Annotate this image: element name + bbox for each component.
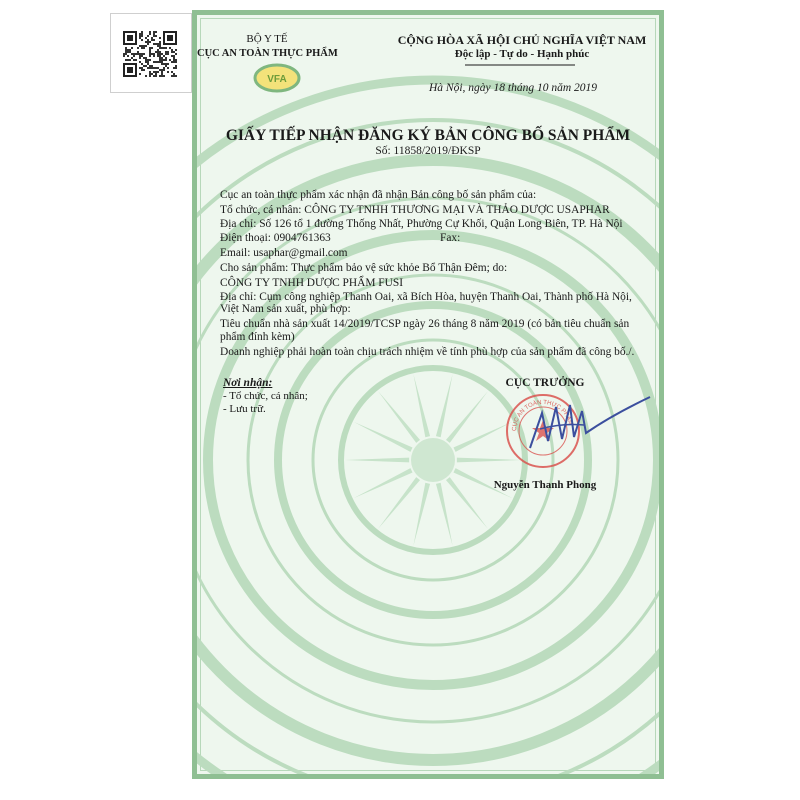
recipient-item: - Lưu trữ. — [223, 403, 266, 415]
director-title: CỤC TRƯỞNG — [505, 377, 585, 389]
standard-line-2: phẩm đính kèm) — [220, 331, 295, 343]
email-line: Email: usaphar@gmail.com — [220, 247, 348, 259]
product-line: Cho sản phẩm: Thực phẩm bảo vệ sức khỏe Bổ Thận Đêm; do: — [220, 262, 508, 274]
drum-star-ray — [345, 458, 409, 463]
fax-line: Fax: — [440, 232, 461, 244]
department-name: CỤC AN TOÀN THỰC PHẨM — [197, 48, 338, 59]
recipients-label: Nơi nhận: — [223, 377, 273, 389]
drum-star-ray — [436, 483, 453, 546]
signer-name: Nguyễn Thanh Phong — [493, 479, 597, 491]
svg-text:VFA: VFA — [267, 74, 287, 85]
drum-star-ray — [413, 374, 430, 437]
svg-text:CỤC AN TOÀN THỰC PHẨM: CỤC AN TOÀN THỰC PHẨM — [511, 399, 574, 432]
drum-star-ray — [446, 391, 488, 443]
vfa-logo-icon — [252, 62, 302, 94]
manufacturer-address-1: Địa chỉ: Cụm công nghiệp Thanh Oai, xã Bích Hòa, huyện Thanh Oai, Thành phố Hà Nội, — [220, 291, 632, 303]
certificate-title: GIẤY TIẾP NHẬN ĐĂNG KÝ BẢN CÔNG BỐ SẢN PHẨM — [225, 127, 631, 144]
organization-address: Địa chỉ: Số 126 tổ 1 đường Thống Nhất, Phường Cự Khối, Quận Long Biên, TP. Hà Nội — [220, 218, 623, 230]
certificate-number: Số: 11858/2019/ĐKSP — [375, 145, 481, 157]
organization-line: Tổ chức, cá nhân: CÔNG TY TNHH THƯƠNG MẠI VÀ THẢO DƯỢC USAPHAR — [220, 204, 610, 216]
motto-underline — [465, 63, 575, 67]
standard-line-1: Tiêu chuẩn nhà sản xuất 14/2019/TCSP ngày 26 tháng 8 năm 2019 (có bản tiêu chuẩn sản — [220, 318, 630, 330]
manufacturer-name: CÔNG TY TNHH DƯỢC PHẨM FUSI — [220, 277, 403, 289]
drum-star-ray — [354, 468, 413, 498]
qr-code-icon — [123, 31, 177, 77]
drum-star-ray — [413, 483, 430, 546]
drum-star-ray — [378, 391, 420, 443]
handwritten-signature — [522, 393, 657, 463]
drum-star-ray — [436, 374, 453, 437]
country-name: CỘNG HÒA XÃ HỘI CHỦ NGHĨA VIỆT NAM — [397, 33, 647, 47]
recipient-item: - Tổ chức, cá nhân; — [223, 390, 308, 402]
responsibility-line: Doanh nghiệp phải hoàn toàn chịu trách nhiệm về tính phù hợp của sản phẩm đã công bố./. — [220, 346, 635, 358]
phone-line: Điện thoại: 0904761363 — [220, 232, 331, 244]
intro-line: Cục an toàn thực phẩm xác nhận đã nhận Bản công bố sản phẩm của: — [220, 189, 537, 201]
ministry-name: BỘ Y TẾ — [246, 33, 288, 45]
national-motto: Độc lập - Tự do - Hạnh phúc — [454, 48, 590, 60]
place-and-date: Hà Nội, ngày 18 tháng 10 năm 2019 — [429, 82, 598, 94]
qr-code-panel — [110, 13, 192, 93]
certificate-document — [192, 10, 664, 779]
manufacturer-address-2: Việt Nam sản xuất, phù hợp: — [220, 303, 351, 315]
drum-star-ray — [354, 422, 413, 452]
drum-star-ray — [378, 477, 420, 529]
